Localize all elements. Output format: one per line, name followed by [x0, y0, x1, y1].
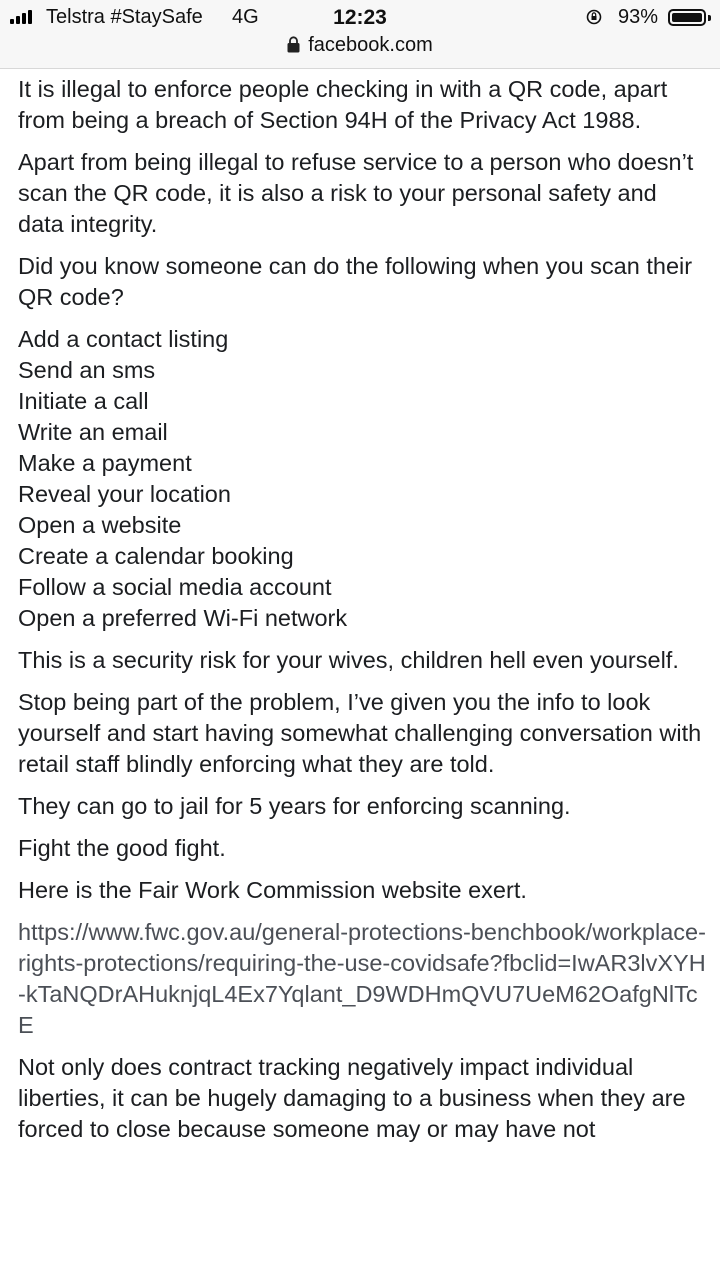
list-item: Reveal your location [18, 481, 231, 507]
battery-percent: 93% [617, 6, 658, 28]
fwc-link[interactable]: https://www.fwc.gov.au/general-protections-benchbook/workplace-rights-protections/requiring-the-use-covidsafe?fbclid=IwAR3lvXYH-kTaNQDrAHuknjqL4Ex7Yqlant_D9WDHmQVU7UeM62OafgNlTcE [18, 919, 706, 1038]
status-time: 12:23 [333, 6, 387, 29]
post-paragraph: Fight the good fight. [18, 835, 226, 861]
url-bar[interactable] [0, 34, 720, 69]
list-item: Open a preferred Wi-Fi network [18, 605, 348, 631]
post-paragraph: Did you know someone can do the following when you scan their QR code? [18, 253, 693, 310]
list-item: Write an email [18, 419, 168, 445]
post-paragraph: It is illegal to enforce people checking in with a QR code, apart from being a breach of Section 94H of the Privacy Act 1988. [18, 76, 668, 133]
list-item: Initiate a call [18, 388, 149, 414]
qr-actions-list [18, 324, 708, 634]
url-domain: facebook.com [308, 34, 433, 56]
post-body [18, 74, 708, 1156]
post-paragraph: Stop being part of the problem, I’ve given you the info to look yourself and start having somewhat challenging conversation with retail staff blindly enforcing what they are told. [18, 689, 702, 777]
list-item: Send an sms [18, 357, 156, 383]
network-type: 4G [232, 6, 259, 28]
list-item: Add a contact listing [18, 326, 229, 352]
list-item: Create a calendar booking [18, 543, 294, 569]
status-bar [0, 0, 720, 34]
post-paragraph: They can go to jail for 5 years for enforcing scanning. [18, 793, 571, 819]
post-paragraph: Here is the Fair Work Commission website exert. [18, 877, 527, 903]
rotation-lock-icon [586, 9, 602, 25]
list-item: Follow a social media account [18, 574, 332, 600]
post-paragraph: Not only does contract tracking negatively impact individual liberties, it can be hugely damaging to a business when they are forced to close because someone may or may have not [18, 1054, 686, 1142]
carrier-name: Telstra #StaySafe [46, 6, 203, 28]
battery-icon [668, 9, 706, 26]
list-item: Open a website [18, 512, 182, 538]
list-item: Make a payment [18, 450, 192, 476]
lock-icon [287, 36, 300, 53]
post-paragraph: This is a security risk for your wives, children hell even yourself. [18, 647, 679, 673]
post-paragraph: Apart from being illegal to refuse service to a person who doesn’t scan the QR code, it is also a risk to your personal safety and data integrity. [18, 149, 694, 237]
battery-tip [708, 15, 711, 21]
